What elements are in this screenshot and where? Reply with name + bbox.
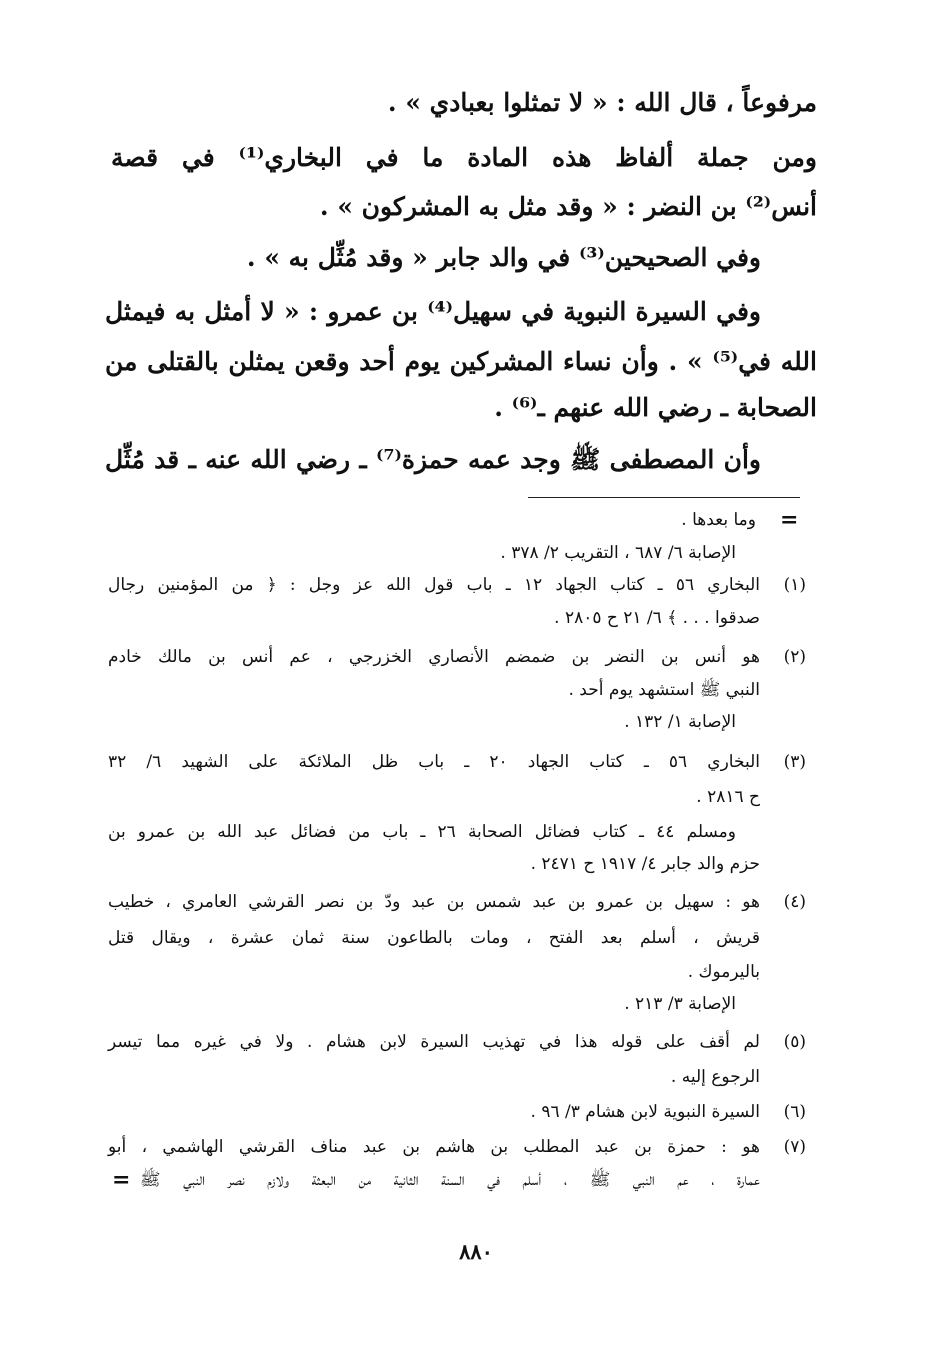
footnote-divider: [528, 497, 800, 498]
footnote-line: حزم والد جابر ٤/ ١٩١٧ ح ٢٤٧١ .: [530, 854, 760, 874]
footnote-line: الإصابة ٣/ ٢١٣ .: [624, 994, 736, 1014]
main-line: ومن جملة ألفاظ هذه المادة ما في البخاري⁽¹⁾ في قصة: [111, 143, 817, 172]
footnote-number: (٤): [783, 892, 806, 912]
page-number: ٨٨٠: [459, 1239, 493, 1264]
footnote-line: الإصابة ١/ ١٣٢ .: [624, 712, 736, 732]
footnote-number: (٥): [783, 1032, 806, 1052]
footnote-number: (٢): [783, 647, 806, 667]
footnote-line: ح ٢٨١٦ .: [696, 787, 760, 807]
footnote-number: (١): [783, 575, 806, 595]
main-line: وفي الصحيحين⁽³⁾ في والد جابر « وقد مُثِّل به » .: [246, 243, 761, 272]
main-line: الصحابة ـ رضي الله عنهم ـ⁽⁶⁾ .: [494, 393, 817, 422]
main-line: أنس⁽²⁾ بن النضر : « وقد مثل به المشركون » .: [319, 192, 817, 221]
main-line: وفي السيرة النبوية في سهيل⁽⁴⁾ بن عمرو : « لا أمثل به فيمثل: [105, 297, 761, 326]
footnote-line: هو أنس بن النضر بن ضمضم الأنصاري الخزرجي ، عم أنس بن مالك خادم: [108, 647, 760, 667]
main-line: مرفوعاً ، قال الله : « لا تمثلوا بعبادي » .: [387, 88, 817, 117]
footnote-line: السيرة النبوية لابن هشام ٣/ ٩٦ .: [530, 1102, 760, 1122]
footnote-line: هو : حمزة بن عبد المطلب بن هاشم بن عبد مناف القرشي الهاشمي ، أبو: [108, 1137, 760, 1157]
footnote-line: البخاري ٥٦ ـ كتاب الجهاد ٢٠ ـ باب ظل الملائكة على الشهيد ٦/ ٣٢: [108, 752, 760, 772]
footnote-line: وما بعدها .: [681, 510, 756, 530]
footnote-number: (٦): [783, 1102, 806, 1122]
continuation-mark: =: [780, 507, 799, 533]
footnote-line: البخاري ٥٦ ـ كتاب الجهاد ١٢ ـ باب قول الله عز وجل : ﴿ من المؤمنين رجال: [108, 575, 761, 595]
footnote-line: باليرموك .: [687, 962, 760, 982]
footnote-line: ومسلم ٤٤ ـ كتاب فضائل الصحابة ٢٦ ـ باب من فضائل عبد الله بن عمرو بن: [108, 822, 736, 842]
footnote-line: الرجوع إليه .: [670, 1067, 760, 1087]
footnote-number: (٣): [783, 752, 806, 772]
footnote-line: عمارة ، عم النبي ﷺ ، أسلم في السنة الثانية من البعثة ولازم نصر النبي ﷺ: [140, 1170, 760, 1190]
footnote-line: النبي ﷺ استشهد يوم أحد .: [568, 680, 760, 700]
main-line: وأن المصطفى ﷺ وجد عمه حمزة⁽⁷⁾ ـ رضي الله عنه ـ قد مُثِّل: [105, 445, 761, 474]
footnote-line: الإصابة ٦/ ٦٨٧ ، التقريب ٢/ ٣٧٨ .: [500, 543, 736, 563]
footnote-line: لم أقف على قوله هذا في تهذيب السيرة لابن هشام . ولا في غيره مما تيسر: [108, 1032, 760, 1052]
main-line: الله في⁽⁵⁾ » . وأن نساء المشركين يوم أحد وقعن يمثلن بالقتلى من: [105, 347, 817, 376]
continuation-mark: =: [112, 1167, 131, 1193]
main-text: [105, 86, 817, 486]
footnote-number: (٧): [783, 1137, 806, 1157]
footnote-line: قريش ، أسلم بعد الفتح ، ومات بالطاعون سنة ثمان عشرة ، ويقال قتل: [108, 928, 760, 948]
footnote-line: هو : سهيل بن عمرو بن عبد شمس بن عبد ودّ بن نصر القرشي العامري ، خطيب: [108, 892, 760, 912]
footnote-line: صدقوا . . . ﴾ ٦/ ٢١ ح ٢٨٠٥ .: [554, 608, 760, 628]
